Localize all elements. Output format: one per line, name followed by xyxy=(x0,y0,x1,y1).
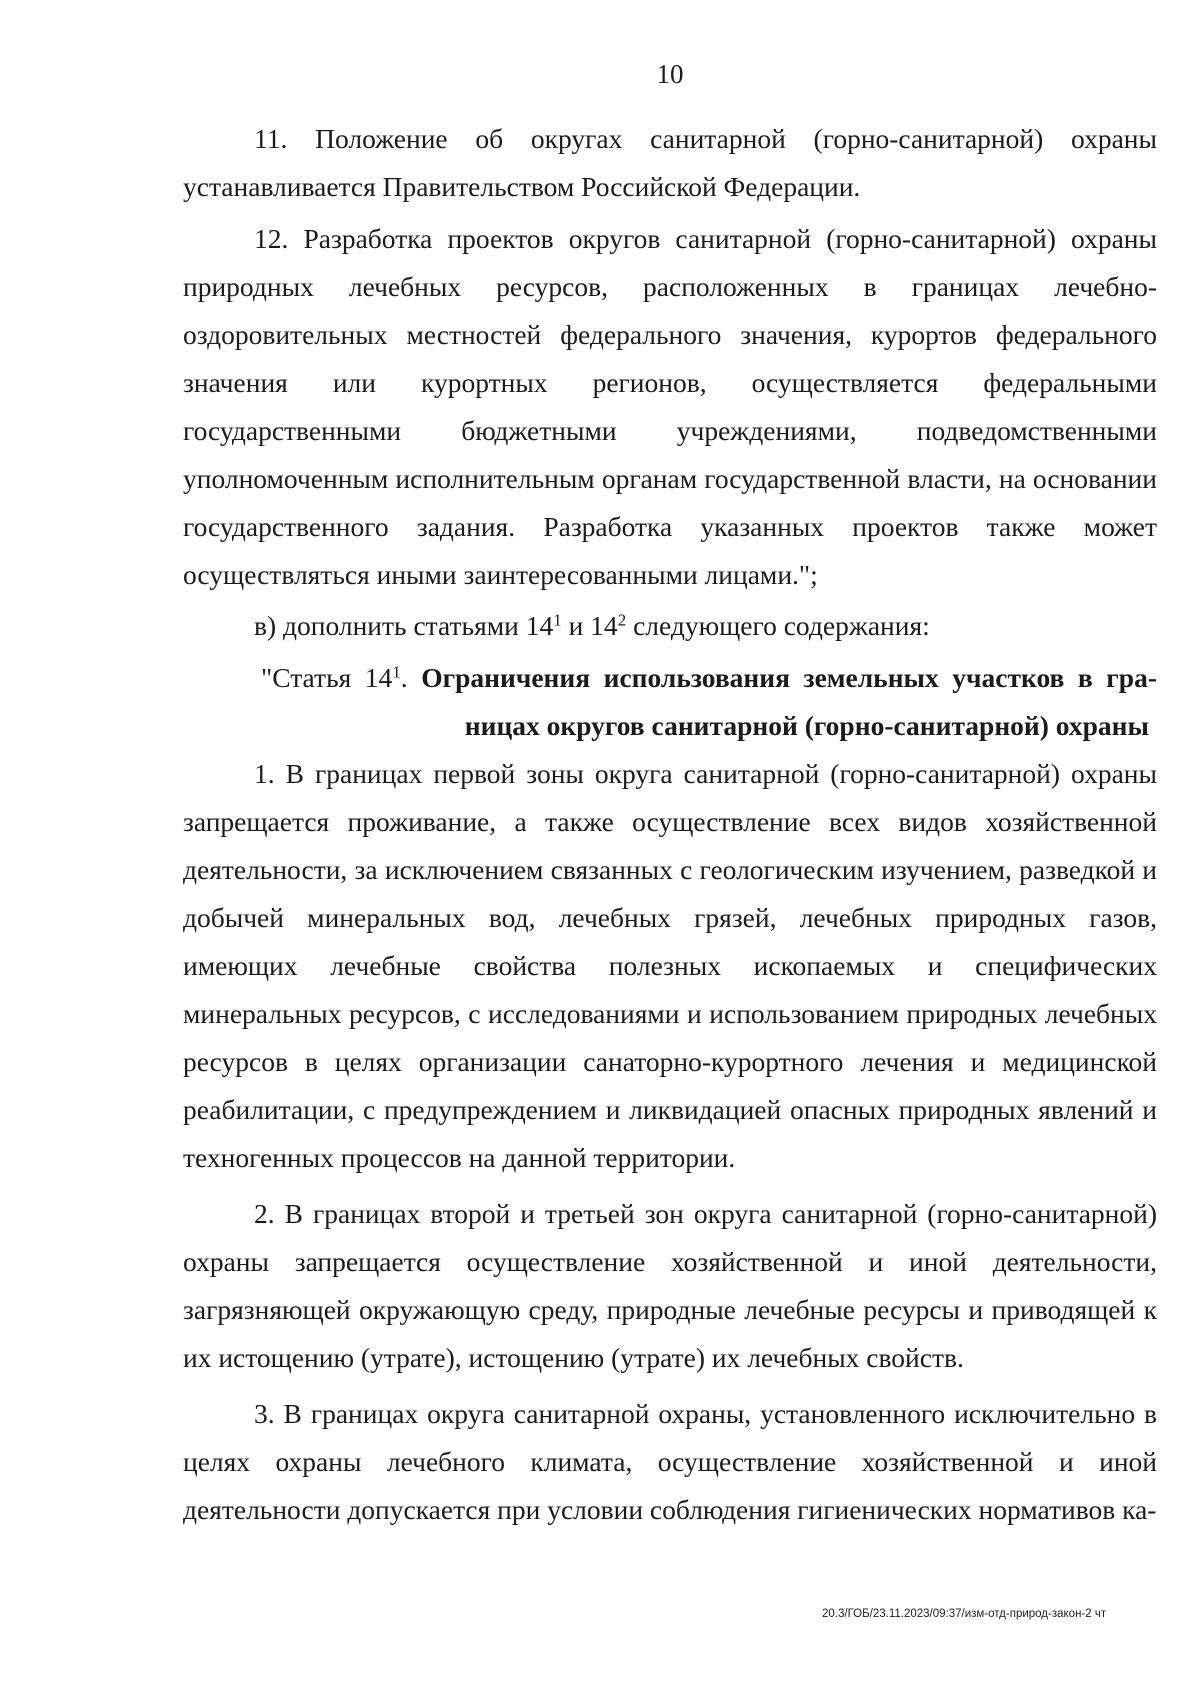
article-item-2: 2. В границах второй и третьей зон округа санитарной (горно-санитарной) охраны запрещается осуществление хозяйственной и иной деятельности, загрязняющей окружающую среду, природные лечебные ресурсы и приводящей к их истощению (утрате), истощению (утрате) их лечебных свойств. xyxy=(183,1198,1157,1373)
article-item-1: 1. В границах первой зоны округа санитарной (горно-санитарной) охраны запрещается проживание, а также осуществление всех видов хозяйственной деятельности, за исключением связанных с геологическим изучением, разведкой и добычей минеральных вод, лечебных грязей, лечебных природных газов, имеющих лечебные свойства полезных ископаемых и специфических минеральных ресурсов, с исследованиями и использованием природных лечебных ресурсов в целях организации санаторно-курортного лечения и медицинской реабилитации, с предупреждением и ликвидацией опасных природных явлений и техногенных процессов на данной территории. xyxy=(183,758,1157,1173)
amendment-sup-1: 1 xyxy=(553,610,562,630)
article-label-prefix: "Статья 14 xyxy=(261,662,393,693)
article-label-sup: 1 xyxy=(392,662,401,682)
amendment-joiner: и 14 xyxy=(561,610,618,641)
paragraph-12: 12. Разработка проектов округов санитарной (горно-санитарной) охраны природных лечебных ресурсов, расположенных в границах лечебно-оздоровительных местностей федерального значения, курортов федерального значения или курортных регионов, осуществляется федеральными государственными бюджетными учреждениями, подведомственными уполномоченным исполнительным органам государственной власти, на основании государственного задания. Разработка указанных проектов также может осуществляться иными заинтересованными лицами."; xyxy=(183,223,1157,590)
amendment-prefix: в) дополнить статьями 14 xyxy=(254,610,554,641)
article-title-line-1: Ограничения использования земельных участков в гра- xyxy=(421,662,1158,693)
amendment-suffix: следующего содержания: xyxy=(626,610,930,641)
article-item-3: 3. В границах округа санитарной охраны, установленного исключительно в целях охраны лечебного климата, осуществление хозяйственной и иной деятельности допускается при условии соблюдения гигиенических нормативов ка- xyxy=(183,1398,1157,1525)
footer-document-code: 20.3/ГОБ/23.11.2023/09:37/изм-отд-природ-закон-2 чт xyxy=(822,1608,1107,1620)
article-label-suffix: . xyxy=(400,662,422,693)
amendment-sup-2: 2 xyxy=(617,610,627,630)
page-number: 10 xyxy=(656,59,684,89)
article-title-line-2: ницах округов санитарной (горно-санитарной) охраны xyxy=(464,710,1149,741)
document-body xyxy=(183,115,1157,1534)
article-heading-line-1 xyxy=(261,654,1157,702)
paragraph-11: 11. Положение об округах санитарной (горно-санитарной) охраны устанавливается Правительством Российской Федерации. xyxy=(183,123,1157,202)
article-heading xyxy=(183,654,1157,750)
amendment-line xyxy=(183,602,1157,650)
